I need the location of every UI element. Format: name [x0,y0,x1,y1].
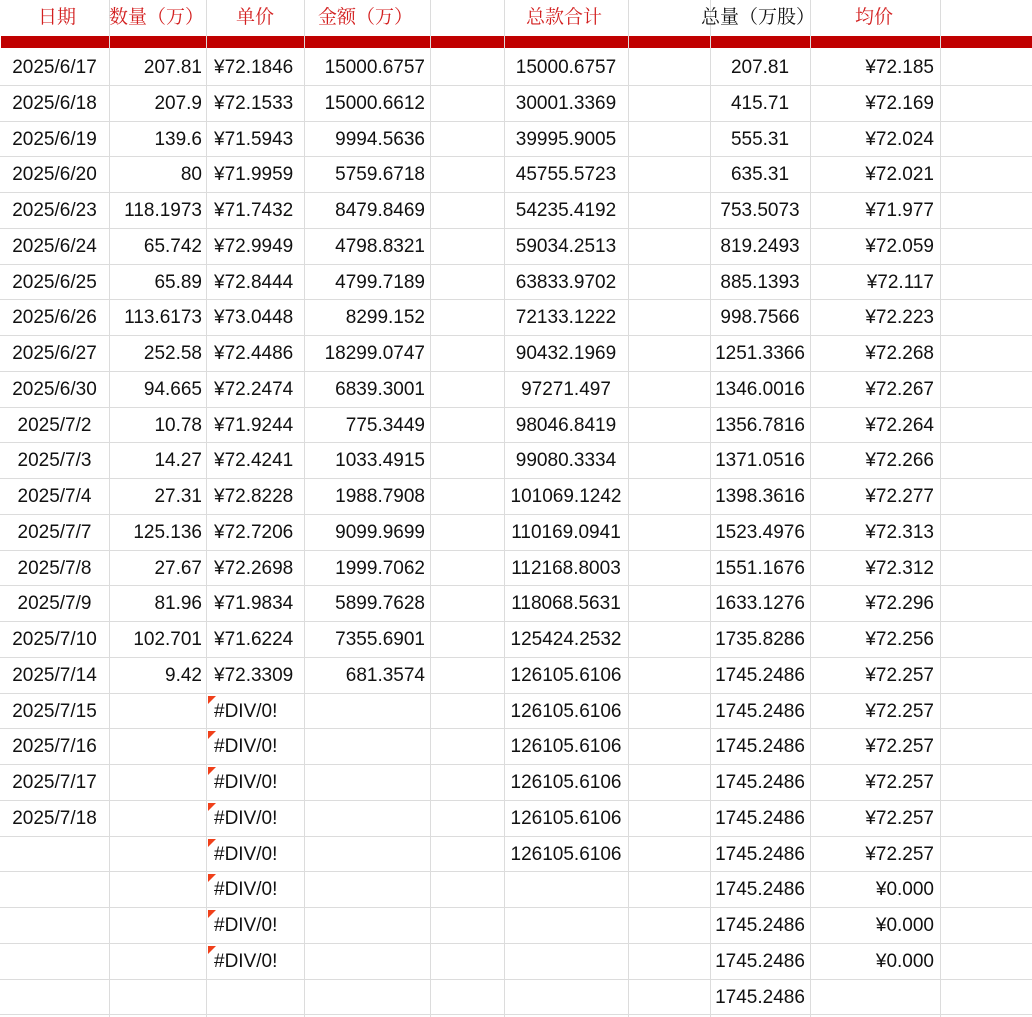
cell-total-qty[interactable]: 1251.3366 [715,343,805,364]
cell-date[interactable]: 2025/7/16 [12,736,97,758]
cell-amount[interactable]: 1999.7062 [335,557,425,579]
cell-avg-price[interactable]: ¥72.021 [865,164,934,186]
cell-amount[interactable] [304,908,425,944]
header-qty[interactable]: 数量（万） [109,7,205,28]
table-row [0,872,1032,908]
cell-total-qty[interactable]: 415.71 [730,92,790,114]
table-row [0,336,1032,372]
header-amount[interactable]: 金额（万） [318,7,414,28]
cell-avg-price[interactable]: ¥0.000 [875,915,934,936]
cell-total-qty[interactable]: 1745.2486 [715,915,805,936]
cell-avg-price[interactable]: ¥72.059 [865,235,934,257]
cell-total-qty[interactable]: 1745.2486 [715,664,805,686]
cell-total-qty[interactable]: 1745.2486 [715,736,805,758]
cell-price[interactable]: #DIV/0! [214,843,278,865]
cell-total-amount[interactable]: 101069.1242 [510,486,622,507]
header-bar-segment [1,36,109,48]
table-row [0,300,1032,336]
cell-date[interactable]: 2025/7/9 [17,593,92,615]
cell-qty[interactable] [109,694,202,730]
cell-date[interactable]: 2025/6/27 [12,343,97,364]
cell-qty[interactable] [109,908,202,944]
cell-total-qty[interactable]: 998.7566 [720,307,800,329]
cell-qty[interactable]: 10.78 [154,414,202,436]
cell-total-amount[interactable]: 126105.6106 [510,736,622,758]
header-date[interactable]: 日期 [38,7,77,28]
cell-qty[interactable]: 207.9 [154,92,202,114]
table-row [0,980,1032,1016]
cell-avg-price[interactable]: ¥72.296 [865,593,934,615]
cell-total-qty[interactable]: 1745.2486 [715,843,805,865]
table-row [0,372,1032,408]
cell-qty[interactable]: 102.701 [133,629,202,650]
cell-total-qty[interactable]: 555.31 [730,128,790,150]
cell-price[interactable]: ¥71.9834 [214,593,294,615]
header-price[interactable]: 单价 [236,7,275,28]
cell-amount[interactable] [304,765,425,801]
cell-qty[interactable]: 27.67 [154,557,202,579]
table-row [0,837,1032,873]
cell-avg-price[interactable]: ¥72.117 [866,271,934,293]
cell-total-amount[interactable]: 126105.6106 [510,772,622,793]
cell-avg-price[interactable]: ¥72.264 [865,414,934,436]
cell-total-amount[interactable]: 72133.1222 [515,307,617,329]
cell-avg-price[interactable]: ¥72.024 [865,128,934,150]
cell-total-amount[interactable] [504,872,628,908]
cell-avg-price[interactable]: ¥0.000 [875,879,934,901]
error-indicator-icon[interactable] [208,874,216,882]
cell-qty[interactable]: 113.6173 [124,307,202,329]
cell-qty[interactable] [109,980,202,1016]
cell-amount[interactable] [304,694,425,730]
header-bar-segment [629,36,710,48]
cell-qty[interactable]: 80 [180,164,202,186]
cell-qty[interactable]: 9.42 [165,664,202,686]
cell-amount[interactable]: 4799.7189 [335,271,425,293]
cell-avg-price[interactable]: ¥72.257 [865,772,934,793]
table-row [0,729,1032,765]
table-row [0,86,1032,122]
cell-amount[interactable]: 6839.3001 [335,378,425,400]
header-bar-segment [305,36,430,48]
cell-total-amount[interactable] [504,944,628,980]
table-row [0,551,1032,587]
cell-total-amount[interactable]: 110169.0941 [511,521,621,543]
error-indicator-icon[interactable] [208,910,216,918]
cell-price[interactable]: ¥73.0448 [214,307,294,329]
table-row [0,443,1032,479]
cell-avg-price[interactable]: ¥72.266 [865,450,934,472]
cell-date[interactable]: 2025/7/3 [17,450,92,472]
table-row [0,801,1032,837]
cell-amount[interactable] [304,872,425,908]
table-row [0,944,1032,980]
table-row [0,908,1032,944]
cell-price[interactable]: #DIV/0! [214,807,278,829]
cell-total-qty[interactable]: 1398.3616 [715,486,805,507]
cell-price[interactable]: ¥71.6224 [214,629,294,650]
table-row [0,408,1032,444]
cell-price[interactable]: ¥72.9949 [214,235,294,257]
cell-price[interactable]: #DIV/0! [214,736,278,758]
cell-amount[interactable] [304,801,425,837]
header-bar-segment [110,36,206,48]
cell-total-amount[interactable]: 126105.6106 [510,664,622,686]
cell-avg-price[interactable]: ¥72.312 [865,557,934,579]
table-row [0,694,1032,730]
cell-date[interactable]: 2025/6/26 [12,307,97,329]
cell-date[interactable] [0,908,109,944]
cell-amount[interactable]: 8299.152 [345,307,425,329]
cell-amount[interactable]: 7355.6901 [335,629,425,650]
cell-total-qty[interactable]: 1745.2486 [715,700,805,722]
cell-total-amount[interactable]: 99080.3334 [515,450,617,472]
cell-total-amount[interactable]: 118068.5631 [511,593,621,615]
cell-total-amount[interactable]: 126105.6106 [510,843,622,865]
cell-amount[interactable]: 9099.9699 [335,521,425,543]
cell-date[interactable]: 2025/7/18 [12,807,97,829]
cell-qty[interactable]: 94.665 [143,378,202,400]
cell-amount[interactable]: 5899.7628 [335,593,425,615]
table-row [0,658,1032,694]
cell-amount[interactable] [304,980,425,1016]
cell-qty[interactable] [109,765,202,801]
header-bar-segment [505,36,628,48]
cell-amount[interactable] [304,729,425,765]
cell-amount[interactable] [304,944,425,980]
cell-date[interactable]: 2025/7/17 [12,772,97,793]
cell-qty[interactable] [109,729,202,765]
cell-total-amount[interactable]: 90432.1969 [515,343,617,364]
cell-price[interactable]: #DIV/0! [214,950,278,972]
cell-amount[interactable]: 1033.4915 [335,450,425,472]
table-row [0,157,1032,193]
cell-date[interactable]: 2025/7/15 [12,700,97,722]
cell-total-qty[interactable]: 1745.2486 [715,986,805,1008]
cell-amount[interactable]: 775.3449 [345,414,425,436]
table-row [0,622,1032,658]
cell-qty[interactable]: 125.136 [133,521,202,543]
cell-total-qty[interactable]: 1523.4976 [715,521,805,543]
cell-avg-price[interactable]: ¥0.000 [875,950,934,972]
header-total-qty[interactable]: 总量（万股） [701,7,816,28]
cell-qty[interactable] [109,944,202,980]
cell-qty[interactable]: 118.1973 [124,200,202,221]
cell-avg-price[interactable] [810,980,934,1016]
cell-price[interactable]: #DIV/0! [214,700,278,722]
cell-amount[interactable]: 9994.5636 [335,128,425,150]
cell-date[interactable]: 2025/6/24 [12,235,97,257]
cell-qty[interactable]: 14.27 [154,450,202,472]
cell-total-qty[interactable]: 819.2493 [720,235,800,257]
cell-date[interactable] [0,872,109,908]
cell-total-qty[interactable]: 1745.2486 [715,950,805,972]
cell-qty[interactable] [109,872,202,908]
cell-avg-price[interactable]: ¥72.256 [865,629,934,650]
cell-price[interactable]: ¥72.3309 [214,664,294,686]
cell-total-amount[interactable]: 97271.497 [521,378,611,400]
cell-date[interactable]: 2025/6/20 [12,164,97,186]
table-row [0,50,1032,86]
cell-price[interactable]: #DIV/0! [214,879,278,901]
cell-price[interactable]: #DIV/0! [214,772,278,793]
cell-date[interactable]: 2025/7/8 [17,557,92,579]
header-bar-segment [811,36,940,48]
cell-qty[interactable] [109,801,202,837]
header-bar-segment [207,36,304,48]
cell-avg-price[interactable]: ¥72.223 [865,307,934,329]
header-bar-segment [711,36,810,48]
cell-date[interactable]: 2025/7/7 [17,521,92,543]
table-row [0,265,1032,301]
header-bar-segment [941,36,1032,48]
cell-avg-price[interactable]: ¥72.257 [865,843,934,865]
cell-price[interactable] [214,980,302,1016]
cell-total-qty[interactable]: 1346.0016 [715,378,805,400]
cell-amount[interactable]: 15000.6757 [324,57,425,78]
header-avg-price[interactable]: 均价 [855,7,894,28]
cell-qty[interactable] [109,837,202,873]
table-row [0,479,1032,515]
cell-total-amount[interactable]: 45755.5723 [515,164,617,186]
cell-avg-price[interactable]: ¥71.977 [865,200,934,221]
cell-price[interactable]: ¥72.7206 [214,521,294,543]
cell-total-amount[interactable]: 112168.8003 [511,557,621,579]
cell-total-qty[interactable]: 1735.8286 [715,629,805,650]
cell-total-qty[interactable]: 1745.2486 [715,772,805,793]
cell-qty[interactable]: 65.742 [143,235,202,257]
error-indicator-icon[interactable] [208,803,216,811]
cell-total-qty[interactable]: 207.81 [730,57,790,78]
cell-date[interactable]: 2025/6/17 [12,57,97,78]
cell-price[interactable]: ¥72.4241 [214,450,294,472]
cell-total-amount[interactable]: 63833.9702 [515,271,617,293]
cell-qty[interactable]: 65.89 [154,271,202,293]
cell-date[interactable]: 2025/6/23 [12,200,97,221]
cell-amount[interactable]: 8479.8469 [335,200,425,221]
cell-total-amount[interactable]: 54235.4192 [515,200,617,221]
cell-date[interactable]: 2025/7/2 [17,414,92,436]
cell-amount[interactable]: 1988.7908 [335,486,425,507]
error-indicator-icon[interactable] [208,767,216,775]
cell-total-amount[interactable]: 125424.2532 [510,629,622,650]
cell-avg-price[interactable]: ¥72.257 [865,807,934,829]
error-indicator-icon[interactable] [208,839,216,847]
cell-avg-price[interactable]: ¥72.313 [865,521,934,543]
cell-total-qty[interactable]: 885.1393 [720,271,800,293]
cell-total-qty[interactable]: 1745.2486 [715,807,805,829]
cell-price[interactable]: ¥72.1846 [214,57,294,78]
table-row [0,193,1032,229]
cell-price[interactable]: ¥72.2474 [214,378,294,400]
cell-price[interactable]: ¥71.9244 [214,414,294,436]
header-bar-segment [431,36,504,48]
cell-price[interactable]: ¥72.4486 [214,343,294,364]
cell-date[interactable] [0,837,109,873]
cell-date[interactable] [0,944,109,980]
cell-avg-price[interactable]: ¥72.268 [865,343,934,364]
cell-amount[interactable] [304,837,425,873]
cell-price[interactable]: ¥72.8444 [214,271,294,293]
header-row [0,0,1032,36]
cell-total-qty[interactable]: 1371.0516 [715,450,805,472]
cell-date[interactable]: 2025/6/19 [12,128,97,150]
cell-price[interactable]: #DIV/0! [214,915,278,936]
cell-total-amount[interactable]: 15000.6757 [515,57,617,78]
cell-avg-price[interactable]: ¥72.267 [865,378,934,400]
cell-total-amount[interactable]: 30001.3369 [515,92,617,114]
table-row [0,586,1032,622]
table-row [0,122,1032,158]
cell-avg-price[interactable]: ¥72.185 [865,57,934,78]
cell-total-qty[interactable]: 753.5073 [720,200,800,221]
cell-total-amount[interactable]: 126105.6106 [510,807,622,829]
table-row [0,515,1032,551]
cell-avg-price[interactable]: ¥72.277 [865,486,934,507]
table-row [0,765,1032,801]
cell-total-amount[interactable] [504,908,628,944]
cell-qty[interactable]: 27.31 [154,486,202,507]
cell-date[interactable]: 2025/7/14 [12,664,97,686]
cell-amount[interactable]: 15000.6612 [324,92,425,114]
cell-date[interactable] [0,980,109,1016]
cell-avg-price[interactable]: ¥72.169 [865,92,934,114]
cell-total-amount[interactable]: 98046.8419 [515,414,617,436]
cell-price[interactable]: ¥72.8228 [214,486,294,507]
cell-total-amount[interactable]: 59034.2513 [515,235,617,257]
cell-qty[interactable]: 81.96 [154,593,202,615]
cell-total-qty[interactable]: 1551.1676 [715,557,805,579]
cell-amount[interactable]: 5759.6718 [335,164,425,186]
cell-date[interactable]: 2025/7/10 [12,629,97,650]
cell-price[interactable]: ¥72.1533 [214,92,294,114]
cell-date[interactable]: 2025/6/18 [12,92,97,114]
cell-total-qty[interactable]: 635.31 [730,164,790,186]
cell-total-amount[interactable] [504,980,628,1016]
cell-qty[interactable]: 139.6 [154,128,202,150]
cell-price[interactable]: ¥71.7432 [214,200,294,221]
cell-amount[interactable]: 18299.0747 [324,343,425,364]
cell-date[interactable]: 2025/6/25 [12,271,97,293]
cell-price[interactable]: ¥71.5943 [214,128,294,150]
table-row [0,229,1032,265]
cell-total-qty[interactable]: 1356.7816 [715,414,805,436]
cell-avg-price[interactable]: ¥72.257 [865,736,934,758]
cell-total-amount[interactable]: 126105.6106 [510,700,622,722]
cell-total-qty[interactable]: 1745.2486 [715,879,805,901]
header-total-amount[interactable]: 总款合计 [526,7,603,28]
cell-avg-price[interactable]: ¥72.257 [865,700,934,722]
cell-qty[interactable]: 252.58 [143,343,202,364]
cell-price[interactable]: ¥71.9959 [214,164,294,186]
cell-amount[interactable]: 4798.8321 [335,235,425,257]
cell-avg-price[interactable]: ¥72.257 [865,664,934,686]
cell-date[interactable]: 2025/7/4 [17,486,92,507]
cell-qty[interactable]: 207.81 [143,57,202,78]
cell-price[interactable]: ¥72.2698 [214,557,294,579]
cell-amount[interactable]: 681.3574 [345,664,425,686]
error-indicator-icon[interactable] [208,946,216,954]
error-indicator-icon[interactable] [208,731,216,739]
error-indicator-icon[interactable] [208,696,216,704]
cell-total-amount[interactable]: 39995.9005 [515,128,617,150]
cell-date[interactable]: 2025/6/30 [12,378,97,400]
cell-total-qty[interactable]: 1633.1276 [715,593,805,615]
